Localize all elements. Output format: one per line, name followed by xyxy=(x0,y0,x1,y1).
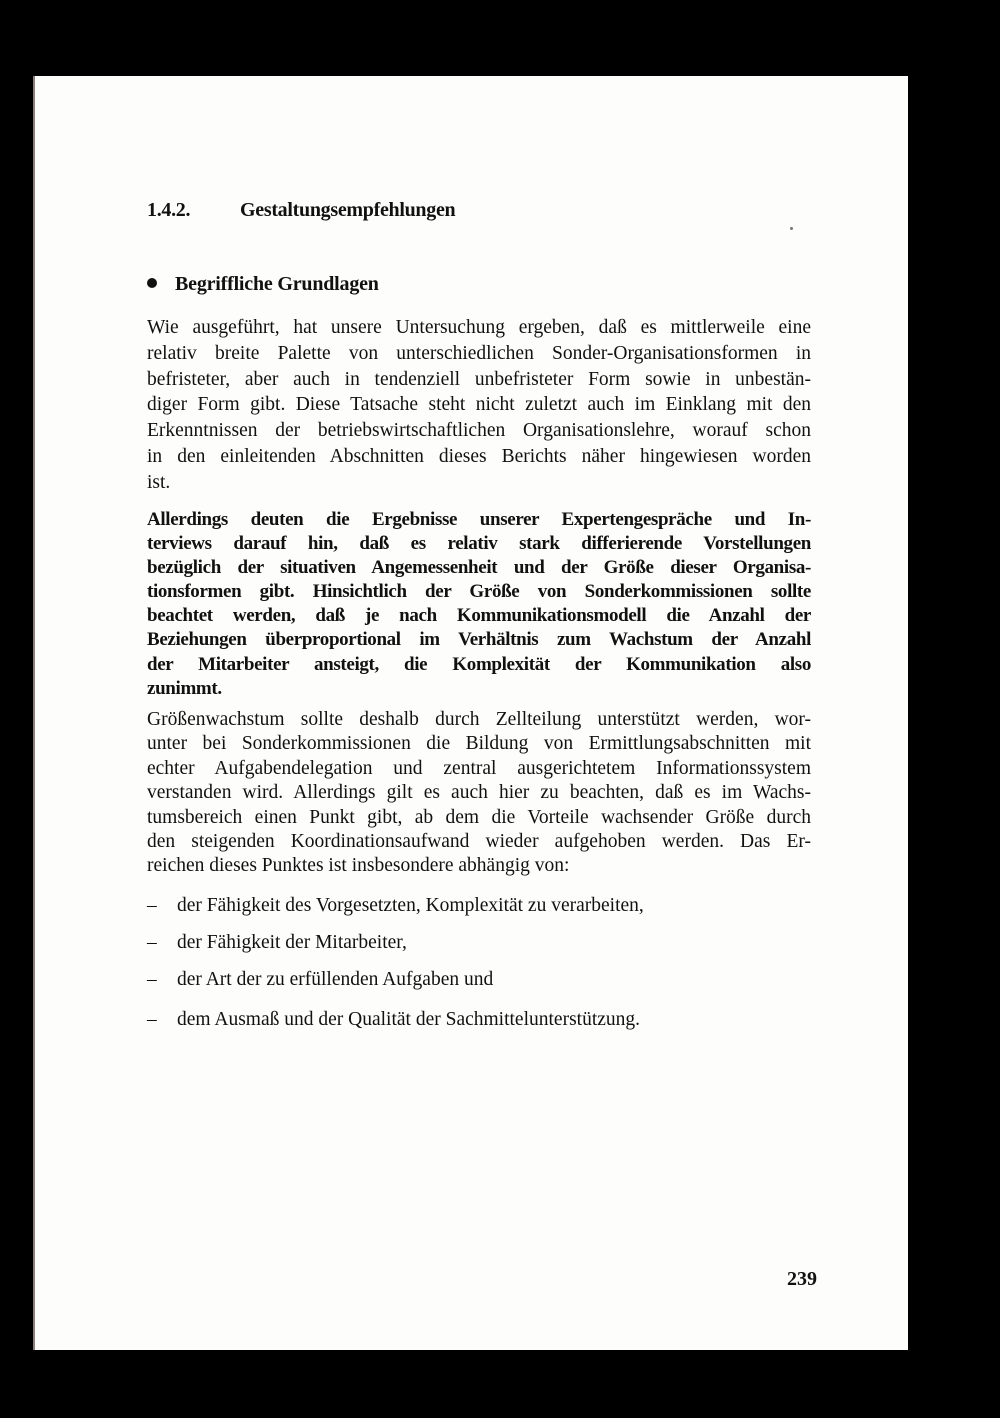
text-line: Erkenntnissen der betriebswirtschaftlichen Organisationslehre, worauf schon xyxy=(147,420,811,442)
text-line: Beziehungen überproportional im Verhältnis zum Wachstum der Anzahl xyxy=(147,629,811,651)
scan-speck xyxy=(790,227,793,230)
text-line: der Mitarbeiter ansteigt, die Komplexität der Kommunikation also xyxy=(147,653,811,675)
text-line: ist. xyxy=(147,471,171,493)
bullet-icon xyxy=(147,278,157,288)
dash-marker: – xyxy=(147,895,157,916)
list-item xyxy=(147,969,493,991)
text-line: in den einleitenden Abschnitten dieses Berichts näher hingewiesen worden xyxy=(147,445,811,467)
section-number: 1.4.2. xyxy=(147,199,191,221)
section-heading xyxy=(147,199,455,222)
text-line: bezüglich der situativen Angemessenheit und der Größe dieser Organisa- xyxy=(147,557,811,579)
subsection-title: Begriffliche Grundlagen xyxy=(175,273,379,295)
list-item xyxy=(147,895,644,917)
paragraph-3 xyxy=(147,708,811,879)
text-line: terviews darauf hin, daß es relativ stark differierende Vorstellungen xyxy=(147,533,811,555)
text-line: relativ breite Palette von unterschiedlichen Sonder-Organisationsformen in xyxy=(147,342,811,364)
list-item-text: der Art der zu erfüllenden Aufgaben und xyxy=(177,969,494,990)
text-line: beachtet werden, daß je nach Kommunikationsmodell die Anzahl der xyxy=(147,605,811,627)
dash-marker: – xyxy=(147,969,157,990)
list-item-text: dem Ausmaß und der Qualität der Sachmittelunterstützung. xyxy=(177,1009,641,1030)
text-line: zunimmt. xyxy=(147,677,222,699)
text-line: Größenwachstum sollte deshalb durch Zellteilung unterstützt werden, wor- xyxy=(147,709,811,730)
paragraph-2-bold xyxy=(147,508,811,701)
list-item-text: der Fähigkeit des Vorgesetzten, Komplexität zu verarbeiten, xyxy=(177,895,644,916)
text-line: echter Aufgabendelegation und zentral ausgerichtetem Informationssystem xyxy=(147,757,811,779)
text-line: verstanden wird. Allerdings gilt es auch hier zu beachten, daß es im Wachs- xyxy=(147,782,811,804)
text-line: Wie ausgeführt, hat unsere Untersuchung ergeben, daß es mittlerweile eine xyxy=(147,317,811,338)
subsection-heading xyxy=(147,273,379,296)
text-line: unter bei Sonderkommissionen die Bildung von Ermittlungsabschnitten mit xyxy=(147,733,811,755)
paragraph-1 xyxy=(147,315,811,496)
page-number: 239 xyxy=(787,1268,817,1290)
list-item xyxy=(147,932,407,954)
dash-marker: – xyxy=(147,932,157,953)
text-line: diger Form gibt. Diese Tatsache steht nicht zuletzt auch im Einklang mit den xyxy=(147,394,811,416)
dash-marker: – xyxy=(147,1009,157,1030)
text-line: reichen dieses Punktes ist insbesondere abhängig von: xyxy=(147,855,570,877)
text-line: den steigenden Koordinationsaufwand wieder aufgehoben werden. Das Er- xyxy=(147,830,811,852)
list-item xyxy=(147,1009,640,1031)
text-line: befristeter, aber auch in tendenziell unbefristeter Form sowie in unbestän- xyxy=(147,368,811,390)
list-item-text: der Fähigkeit der Mitarbeiter, xyxy=(177,932,407,953)
text-line: tionsformen gibt. Hinsichtlich der Größe von Sonderkommissionen sollte xyxy=(147,581,811,603)
section-title: Gestaltungsempfehlungen xyxy=(240,199,456,221)
text-line: Allerdings deuten die Ergebnisse unserer Expertengespräche und In- xyxy=(147,509,811,530)
text-line: tumsbereich einen Punkt gibt, ab dem die Vorteile wachsender Größe durch xyxy=(147,806,811,828)
